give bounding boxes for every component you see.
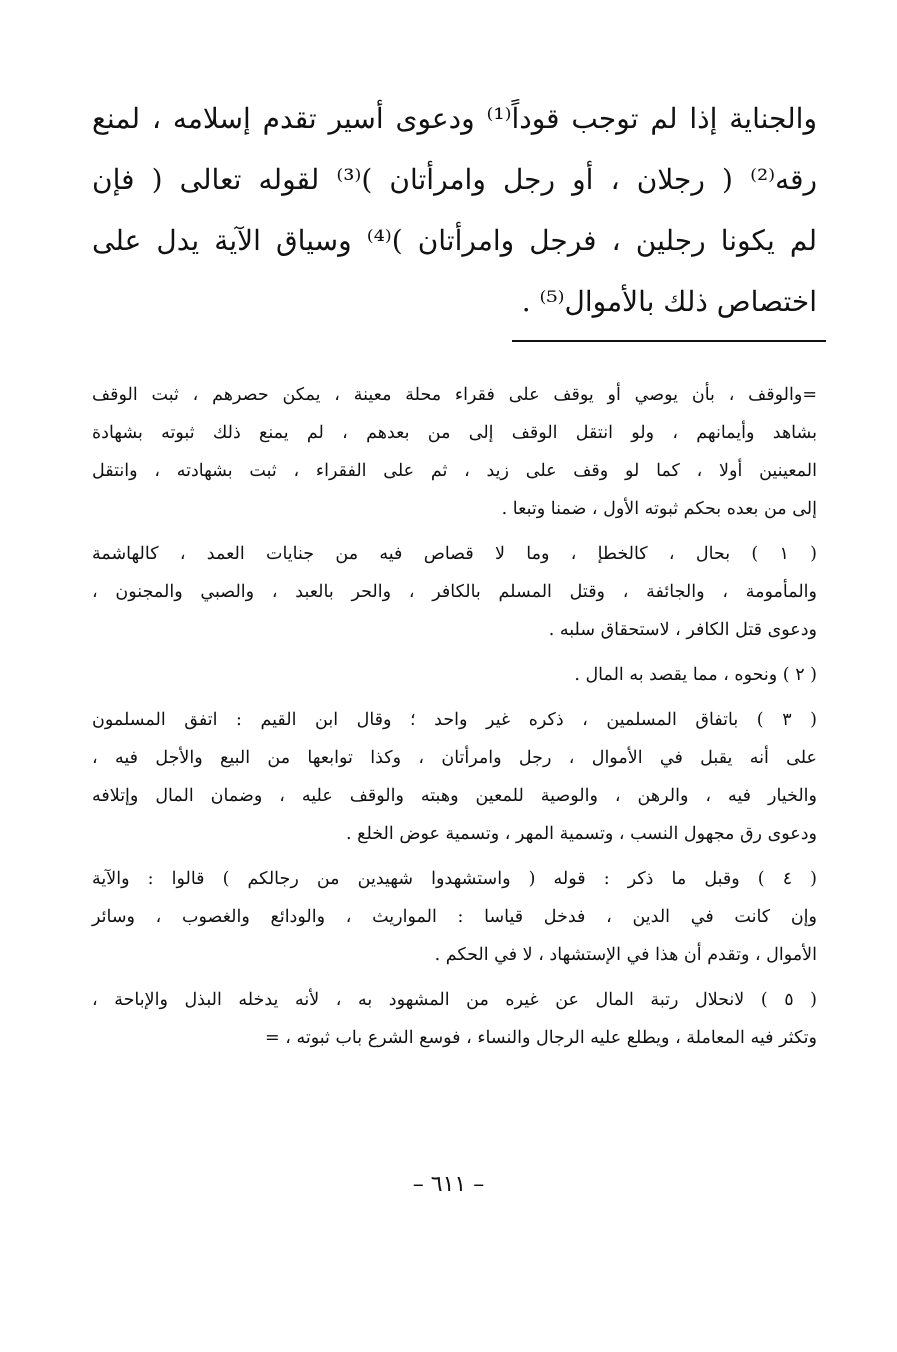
footnote-1 (92, 535, 817, 649)
footnote-line: ودعوى قتل الكافر ، لاستحقاق سلبه . (548, 620, 817, 640)
footnote-line: ( ٤ ) وقبل ما ذكر : قوله ( واستشهدوا شهيدين من رجالكم ) قالوا : والآية (92, 869, 818, 889)
footnotes-section (92, 376, 817, 1064)
footnote-2 (92, 656, 817, 694)
footnote-5 (92, 981, 817, 1057)
footnote-line: إلى من بعده بحكم ثبوته الأول ، ضمنا وتبعا . (501, 499, 817, 519)
footnote-line: بشاهد وأيمانهم ، ولو انتقل الوقف إلى من بعدهم ، لم يمنع ذلك ثبوته بشهادة (92, 423, 817, 443)
footnote-3 (92, 701, 817, 853)
footnote-line: وتكثر فيه المعاملة ، ويطلع عليه الرجال والنساء ، فوسع الشرع باب ثبوته ، = (265, 1028, 817, 1048)
footnote-line: المعينين أولا ، كما لو وقف على زيد ، ثم على الفقراء ، ثبت بشهادته ، وانتقل (92, 461, 817, 481)
footnote-line: ( ٢ ) ونحوه ، مما يقصد به المال . (574, 665, 817, 685)
footnote-line: ( ٥ ) لانحلال رتبة المال عن غيره من المشهود به ، لأنه يدخله البذل والإباحة ، (92, 990, 818, 1010)
page-number: – ٦١١ – (412, 1172, 485, 1197)
footnote-line: =والوقف ، بأن يوصي أو يوقف على فقراء محلة معينة ، يمكن حصرهم ، ثبت الوقف (92, 385, 817, 405)
footnote-line: الأموال ، وتقدم أن هذا في الإستشهاد ، لا في الحكم . (434, 945, 817, 965)
main-body-text (92, 88, 817, 332)
main-text-line: اختصاص ذلك بالأموال⁽⁵⁾ . (521, 285, 817, 318)
footnote-separator (512, 340, 826, 342)
footnote-4 (92, 860, 817, 974)
main-text-line: والجناية إذا لم توجب قوداً⁽¹⁾ ودعوى أسير تقدم إسلامه ، لمنع (92, 102, 817, 135)
footnote-continuation (92, 376, 817, 528)
footnote-line: على أنه يقبل في الأموال ، رجل وامرأتان ، وكذا توابعها من البيع والأجل فيه ، (92, 748, 817, 768)
footnote-line: ( ١ ) بحال ، كالخطإ ، وما لا قصاص فيه من جنايات العمد ، كالهاشمة (92, 544, 818, 564)
main-text-line: رقه⁽²⁾ ( رجلان ، أو رجل وامرأتان )⁽³⁾ لقوله تعالى ( فإن (92, 163, 817, 196)
footnote-line: ( ٣ ) باتفاق المسلمين ، ذكره غير واحد ؛ وقال ابن القيم : اتفق المسلمون (92, 710, 817, 730)
footnote-line: وإن كانت في الدين ، فدخل قياسا : المواريث ، والودائع والغصوب ، وسائر (92, 907, 817, 927)
footnote-line: ودعوى رق مجهول النسب ، وتسمية المهر ، وتسمية عوض الخلع . (346, 824, 817, 844)
footnote-line: والخيار فيه ، والرهن ، والوصية للمعين وهبته والوقف عليه ، وضمان المال وإتلافه (92, 786, 817, 806)
footnote-line: والمأمومة ، والجائفة ، وقتل المسلم بالكافر ، والحر بالعبد ، والصبي والمجنون ، (92, 582, 817, 602)
main-text-line: لم يكونا رجلين ، فرجل وامرأتان )⁽⁴⁾ وسياق الآية يدل على (92, 224, 817, 257)
